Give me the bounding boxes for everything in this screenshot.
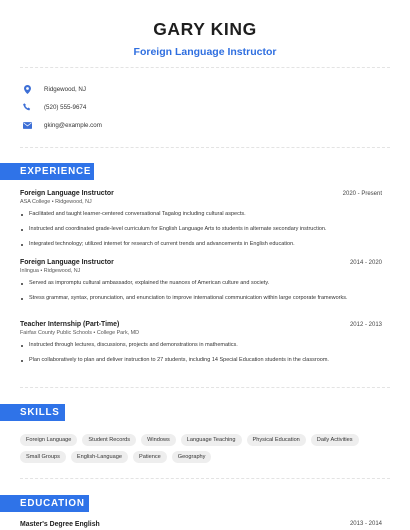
email-text: gking@example.com (44, 121, 102, 129)
experience-divider (20, 387, 390, 388)
candidate-title: Foreign Language Instructor (133, 46, 277, 58)
bullet-item: Served as impromptu cultural ambassador, explained the nuances of American culture and society. (20, 280, 382, 288)
skills-divider (20, 478, 390, 479)
job-company: Fairfax County Public Schools (20, 330, 92, 336)
skill-chip: Geography (172, 451, 212, 463)
bullet-item: Instructed and coordinated grade-level curriculum for English Language Arts to students in alternate secondary instruction. (20, 226, 382, 234)
experience-item (20, 190, 382, 257)
skill-chip: Foreign Language (20, 434, 77, 446)
resume-header (0, 0, 410, 59)
job-bullets (20, 211, 382, 249)
job-title: Foreign Language Instructor (20, 190, 114, 197)
contact-phone (20, 98, 102, 116)
skill-chip: Patience (133, 451, 167, 463)
candidate-name: GARY KING (153, 19, 257, 39)
skills-heading: SKILLS (0, 404, 65, 421)
job-date: 2012 - 2013 (349, 322, 382, 328)
job-date: 2020 - Present (342, 191, 382, 197)
location-text: Ridgewood, NJ (44, 85, 86, 93)
bullet-item: Instructed through lectures, discussions, projects and demonstrations in mathematics. (20, 342, 382, 350)
skill-chip: Physical Education (247, 434, 306, 446)
phone-icon (20, 100, 34, 114)
job-title: Teacher Internship (Part-Time) (20, 321, 120, 328)
job-location: Ridgewood, NJ (43, 268, 81, 274)
job-location: College Park, MD (96, 330, 140, 336)
contact-email (20, 116, 102, 134)
location-pin-icon (20, 82, 34, 96)
contact-divider (20, 147, 390, 148)
skill-chip: Language Teaching (181, 434, 242, 446)
experience-item (20, 259, 382, 310)
job-date: 2014 - 2020 (349, 260, 382, 266)
job-company: Inlingua (20, 268, 39, 274)
skills-list (20, 434, 398, 463)
contact-list (20, 80, 102, 134)
job-employer: ASA College • Ridgewood, NJ (20, 199, 92, 205)
job-company: ASA College (20, 199, 51, 205)
job-title: Foreign Language Instructor (20, 259, 114, 266)
contact-location (20, 80, 102, 98)
bullet-item: Facilitated and taught learner-centered conversational Tagalog including cultural aspects. (20, 211, 382, 219)
job-bullets (20, 280, 382, 303)
envelope-icon (20, 118, 34, 132)
job-location: Ridgewood, NJ (55, 199, 92, 205)
phone-text: (520) 555-9674 (44, 103, 87, 111)
skill-chip: Daily Activities (311, 434, 359, 446)
job-employer: Fairfax County Public Schools • College Park, MD (20, 330, 140, 336)
degree-title: Master's Degree English (20, 521, 100, 528)
skill-chip: English-Language (71, 451, 128, 463)
job-employer: Inlingua • Ridgewood, NJ (20, 268, 81, 274)
experience-item (20, 321, 382, 372)
skill-chip: Student Records (82, 434, 136, 446)
experience-heading: EXPERIENCE (0, 163, 94, 180)
education-item (20, 521, 382, 528)
bullet-item: Plan collaboratively to plan and deliver instruction to 27 students, including 14 Special Education students in the classroom. (20, 357, 382, 365)
skill-chip: Small Groups (20, 451, 66, 463)
job-bullets (20, 342, 382, 365)
education-heading: EDUCATION (0, 495, 89, 512)
degree-date: 2013 - 2014 (349, 521, 382, 527)
bullet-item: Stress grammar, syntax, pronunciation, and enunciation to improve international communication within large corporate frameworks. (20, 295, 382, 303)
skill-chip: Windows (141, 434, 176, 446)
header-divider (20, 67, 390, 68)
bullet-item: Integrated technology; utilized internet for research of current trends and advancements in English education. (20, 241, 382, 249)
